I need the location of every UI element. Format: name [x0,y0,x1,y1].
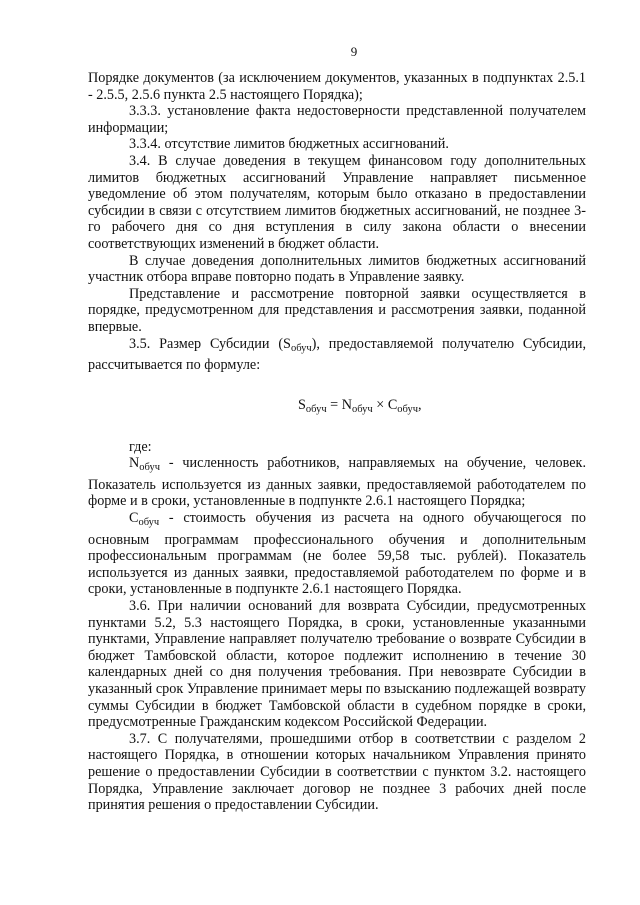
paragraph-3-6: 3.6. При наличии оснований для возврата Субсидии, предусмотренных пунктами 5.2, 5.3 настоящего Порядка, в сроки, установленные указанными пунктами, Управление направляет получателю требование о возврате Субсидии в бюджет Тамбовской области, которое подлежит исполнению в течение 30 календарных дней со дня получения требования. При невозврате Субсидии в указанный срок Управление принимает меры по взысканию подлежащей возврату суммы Субсидии в бюджет Тамбовской области в судебном порядке в сроки, предусмотренные Гражданским кодексом Российской Федерации. [88,598,586,731]
n-symbol: N [129,455,140,472]
n-subscript: обуч [139,462,160,474]
paragraph-3-4: 3.4. В случае доведения в текущем финансовом году дополнительных лимитов бюджетных ассигнований Управление направляет письменное уведомление об этом получателям, которым было отказано в предоставлении субсидии в связи с отсутствием лимитов бюджетных ассигнований, не позднее 3-го рабочего дня со дня вступления в силу закона области о внесении соответствующих изменений в бюджет области. [88,152,586,252]
page-number: 9 [350,44,358,59]
p35-subscript: обуч [290,342,312,354]
paragraph-3-7: 3.7. С получателями, прошедшими отбор в соответствии с разделом 2 настоящего Порядка, в отношении которых начальником Управления принято решение о предоставлении Субсидии в соответствии с пунктом 3.2. настоящего Порядка, Управление заключает договор не позднее 3 рабочих дней после принятия решения о предоставлении Субсидии. [88,730,586,814]
paragraph-3-3-4: 3.3.4. отсутствие лимитов бюджетных ассигнований. [129,136,449,153]
definition-n [88,455,586,510]
n-definition-text: - численность работников, направляемых на обучение, человек. Показатель используется из данных заявки, предоставляемой работодателем по форме и в сроки, установленные в подпункте 2.6.1 настоящего Порядка; [88,455,586,510]
subsidy-formula [88,396,586,419]
formula-c: C [387,396,398,413]
c-subscript: обуч [138,517,160,529]
paragraph-3-3-3: 3.3.3. установление факта недостоверности представленной получателем информации; [88,103,586,136]
formula-tail: , [418,396,422,413]
paragraph-additional-limits: В случае доведения дополнительных лимитов бюджетных ассигнований участник отбора вправе повторно подать в Управление заявку. [88,252,586,286]
definition-c [88,510,586,598]
formula-n-sub: обуч [351,403,373,415]
paragraph-repeat-application: Представление и рассмотрение повторной заявки осуществляется в порядке, предусмотренном для представления и рассмотрения заявки, поданной впервые. [88,285,586,335]
c-definition-text: - стоимость обучения из расчета на одного обучающегося по основным программам профессионального обучения и дополнительным профессиональным программам (не более 59,58 тыс. рублей). Показатель используется из данных заявки, предоставляемой работодателем по форме и в сроки, установленные в подпункте 2.6.1 настоящего Порядка. [88,510,586,598]
formula-times: × [372,396,388,413]
p35-text-end: ), предоставляемой получателю Субсидии, рассчитывается по формуле: [88,335,586,374]
c-symbol: C [129,510,139,527]
where-label: где: [129,438,152,455]
p35-text-start: 3.5. Размер Субсидии (S [129,335,291,352]
formula-s: S [298,396,306,413]
paragraph-3-5 [88,336,586,374]
formula-c-sub: обуч [397,403,419,415]
paragraph-continuation: Порядке документов (за исключением документов, указанных в подпунктах 2.5.1 - 2.5.5, 2.5.6 пункта 2.5 настоящего Порядка); [88,70,586,103]
formula-s-sub: обуч [305,403,327,415]
formula-n: N [341,396,352,413]
formula-eq: = [326,396,342,413]
